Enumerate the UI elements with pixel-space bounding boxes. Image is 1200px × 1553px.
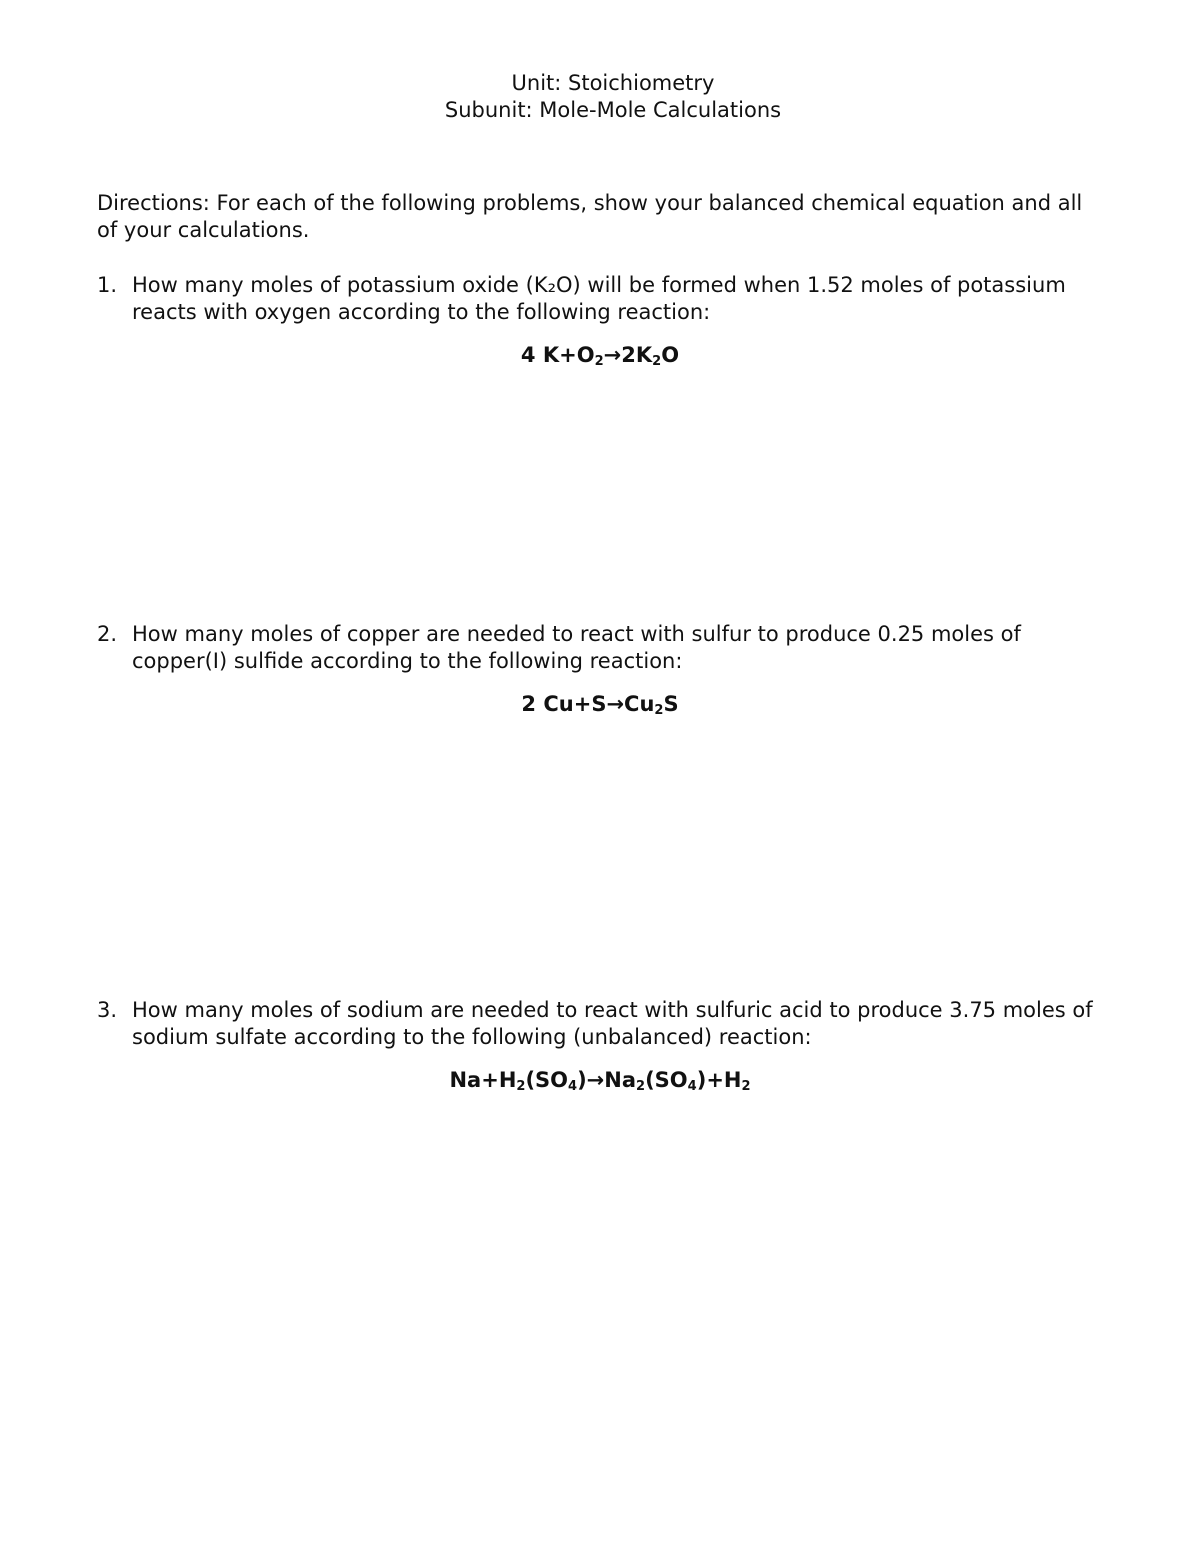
question-1	[97, 272, 1097, 326]
reactant-copper: 2 Cu	[521, 692, 574, 716]
equation-3	[0, 1065, 1200, 1095]
worksheet-header	[0, 70, 1200, 124]
product-potassium-oxide: $K_2O$	[635, 343, 680, 369]
question-3	[97, 997, 1097, 1051]
plus-sign: +	[573, 692, 592, 716]
unit-title: Unit: Stoichiometry	[511, 71, 715, 95]
directions-text: Directions: For each of the following problems, show your balanced chemical equation and all of your calculations.	[97, 191, 1083, 242]
question-text: How many moles of sodium are needed to react with sulfuric acid to produce 3.75 moles of sodium sulfate according to the following (unbalanced) reaction:	[132, 998, 1093, 1049]
equation-1	[0, 340, 1200, 370]
reactant-sulfur: S	[591, 692, 607, 716]
plus-sign: +	[481, 1068, 499, 1092]
question-number: 3.	[97, 998, 118, 1022]
product-hydrogen: $H_2$	[723, 1068, 751, 1094]
product-sodium-sulfate: $Na_2(SO_4)$	[604, 1068, 707, 1094]
equation-2	[0, 689, 1200, 719]
question-number: 1.	[97, 273, 118, 297]
reaction-arrow: →	[606, 692, 625, 716]
reaction-arrow: →	[586, 1068, 605, 1092]
subunit-title: Subunit: Mole-Mole Calculations	[444, 98, 782, 122]
reactant-potassium: 4 K	[520, 343, 560, 367]
question-text: How many moles of potassium oxide (K₂O) will be formed when 1.52 moles of potassium reacts with oxygen according to the following reaction:	[132, 273, 1066, 324]
reactant-sodium: Na	[449, 1068, 482, 1092]
reactant-oxygen: $O_2$	[576, 343, 604, 369]
product-copper-sulfide: $Cu_2S$	[624, 692, 679, 718]
question-text: How many moles of copper are needed to react with sulfur to produce 0.25 moles of copper(I) sulfide according to the following reaction:	[132, 622, 1021, 673]
reaction-arrow: →	[603, 343, 622, 367]
plus-sign: +	[706, 1068, 724, 1092]
product-coefficient: 2	[621, 343, 636, 367]
reactant-sulfuric-acid: $H_2(SO_4)$	[498, 1068, 587, 1094]
plus-sign: +	[559, 343, 577, 367]
question-number: 2.	[97, 622, 118, 646]
question-2	[97, 621, 1097, 675]
